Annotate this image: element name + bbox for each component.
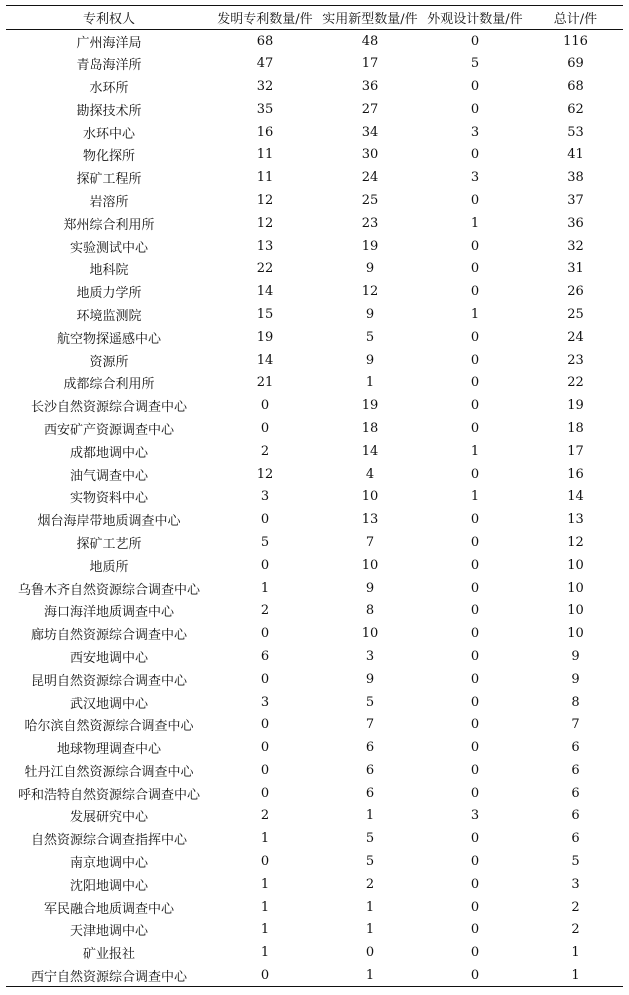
cell-total-count: 18 [567, 420, 584, 436]
cell-total-count: 8 [571, 694, 580, 710]
cell-design-count: 0 [422, 964, 528, 987]
cell-patent-holder: 牡丹江自然资源综合调查中心 [24, 764, 194, 780]
cell-utility-model-count: 48 [361, 33, 379, 49]
cell-utility-model-count: 23 [361, 215, 379, 231]
cell-utility-model-count: 1 [365, 922, 375, 938]
cell-total-count: 36 [567, 215, 584, 231]
cell-design-count: 1 [470, 215, 480, 231]
cell-patent-holder: 西宁自然资源综合调查中心 [6, 964, 212, 987]
cell-utility-model-count: 19 [361, 398, 379, 414]
cell-patent-holder: 发展研究中心 [69, 810, 148, 826]
cell-total-count: 32 [567, 238, 584, 254]
cell-total-count: 62 [567, 101, 584, 117]
cell-patent-holder: 环境监测院 [76, 308, 142, 324]
table-body [6, 30, 623, 987]
cell-total-count: 26 [567, 284, 584, 300]
cell-invention-count: 2 [260, 443, 270, 459]
cell-design-count: 0 [470, 945, 480, 961]
cell-total-count: 6 [571, 831, 580, 847]
cell-design-count: 3 [470, 170, 480, 186]
table-row [6, 235, 623, 258]
table-row [6, 326, 623, 349]
table-row [6, 941, 623, 964]
cell-total-count: 6 [571, 740, 580, 756]
cell-patent-holder: 探矿工程所 [76, 172, 142, 188]
cell-design-count: 3 [470, 124, 480, 140]
cell-design-count: 0 [470, 398, 480, 414]
cell-patent-holder: 昆明自然资源综合调查中心 [30, 673, 187, 689]
cell-total-count: 6 [571, 808, 580, 824]
cell-patent-holder: 沈阳地调中心 [69, 878, 148, 894]
cell-utility-model-count: 24 [361, 170, 379, 186]
cell-invention-count: 0 [212, 964, 318, 987]
cell-invention-count: 47 [256, 56, 274, 72]
cell-patent-holder: 实验测试中心 [69, 240, 148, 256]
cell-patent-holder: 廊坊自然资源综合调查中心 [30, 628, 187, 644]
cell-design-count: 0 [470, 192, 480, 208]
cell-invention-count: 5 [260, 534, 270, 550]
table-row [6, 896, 623, 919]
cell-invention-count: 14 [256, 284, 274, 300]
cell-design-count: 0 [470, 580, 480, 596]
cell-utility-model-count: 7 [365, 534, 375, 550]
cell-utility-model-count: 10 [361, 489, 379, 505]
cell-design-count: 0 [470, 534, 480, 550]
table-row [6, 622, 623, 645]
cell-utility-model-count: 0 [365, 945, 375, 961]
cell-utility-model-count: 9 [365, 306, 375, 322]
cell-total-count: 12 [567, 534, 584, 550]
cell-patent-holder: 地科院 [89, 263, 129, 279]
cell-design-count: 0 [470, 785, 480, 801]
cell-design-count: 0 [470, 261, 480, 277]
table-row [6, 919, 623, 942]
table-row [6, 30, 623, 53]
cell-design-count: 5 [470, 56, 480, 72]
table-row [6, 531, 623, 554]
cell-patent-holder: 乌鲁木齐自然资源综合调查中心 [17, 582, 200, 598]
cell-design-count: 0 [470, 671, 480, 687]
table-row [6, 463, 623, 486]
cell-total-count: 17 [567, 443, 584, 459]
cell-invention-count: 3 [260, 694, 270, 710]
cell-invention-count: 35 [256, 101, 274, 117]
cell-design-count: 0 [470, 694, 480, 710]
cell-utility-model-count: 19 [361, 238, 379, 254]
cell-utility-model-count: 5 [365, 854, 375, 870]
cell-utility-model-count: 9 [365, 261, 375, 277]
table-header-row [6, 6, 623, 30]
cell-utility-model-count: 12 [361, 284, 379, 300]
cell-design-count: 0 [470, 33, 480, 49]
cell-design-count: 0 [470, 284, 480, 300]
cell-total-count: 7 [571, 717, 580, 733]
cell-utility-model-count: 1 [365, 375, 375, 391]
cell-patent-holder: 地球物理调查中心 [56, 742, 161, 758]
cell-invention-count: 11 [256, 147, 274, 163]
cell-total-count: 1 [571, 945, 580, 961]
header-invention-count: 发明专利数量/件 [212, 6, 318, 30]
table-row [6, 736, 623, 759]
cell-utility-model-count: 14 [361, 443, 379, 459]
cell-patent-holder: 广州海洋局 [76, 35, 142, 51]
cell-design-count: 0 [470, 329, 480, 345]
cell-design-count: 0 [470, 876, 480, 892]
cell-invention-count: 12 [256, 215, 274, 231]
cell-design-count: 0 [470, 78, 480, 94]
cell-design-count: 0 [470, 740, 480, 756]
cell-utility-model-count: 7 [365, 717, 375, 733]
cell-design-count: 0 [470, 626, 480, 642]
header-total-count: 总计/件 [528, 6, 623, 30]
cell-total-count: 2 [571, 922, 580, 938]
cell-design-count: 0 [470, 899, 480, 915]
cell-design-count: 0 [470, 557, 480, 573]
cell-patent-holder: 呼和浩特自然资源综合调查中心 [17, 787, 200, 803]
table-row [6, 713, 623, 736]
table-row [6, 964, 623, 987]
cell-invention-count: 6 [260, 648, 270, 664]
cell-utility-model-count: 2 [365, 876, 375, 892]
cell-design-count: 0 [470, 762, 480, 778]
table-row [6, 508, 623, 531]
cell-utility-model-count: 25 [361, 192, 379, 208]
table-row [6, 417, 623, 440]
cell-utility-model-count: 9 [365, 580, 375, 596]
table-row [6, 189, 623, 212]
cell-total-count: 116 [563, 33, 588, 49]
cell-design-count: 0 [470, 352, 480, 368]
cell-design-count: 1 [470, 489, 480, 505]
table-row [6, 873, 623, 896]
cell-design-count: 0 [470, 603, 480, 619]
cell-total-count: 9 [571, 648, 580, 664]
cell-utility-model-count: 4 [365, 466, 375, 482]
cell-patent-holder: 岩溶所 [89, 194, 129, 210]
cell-patent-holder: 天津地调中心 [69, 924, 148, 940]
cell-patent-holder: 地质所 [89, 559, 129, 575]
cell-utility-model-count: 13 [361, 512, 379, 528]
cell-invention-count: 1 [260, 580, 270, 596]
cell-patent-holder: 哈尔滨自然资源综合调查中心 [24, 719, 194, 735]
table-row [6, 850, 623, 873]
cell-patent-holder: 自然资源综合调查指挥中心 [30, 833, 187, 849]
cell-utility-model-count: 18 [361, 420, 379, 436]
cell-invention-count: 2 [260, 603, 270, 619]
cell-total-count: 10 [567, 626, 584, 642]
cell-invention-count: 0 [260, 740, 270, 756]
cell-utility-model-count: 6 [365, 740, 375, 756]
cell-utility-model-count: 1 [365, 899, 375, 915]
cell-patent-holder: 海口海洋地质调查中心 [43, 605, 174, 621]
cell-patent-holder: 资源所 [89, 354, 129, 370]
cell-design-count: 0 [470, 375, 480, 391]
cell-invention-count: 15 [256, 306, 274, 322]
cell-patent-holder: 物化探所 [82, 149, 135, 165]
cell-total-count: 2 [571, 899, 580, 915]
cell-invention-count: 19 [256, 329, 274, 345]
cell-total-count: 37 [567, 192, 584, 208]
cell-utility-model-count: 34 [361, 124, 379, 140]
cell-total-count: 23 [567, 352, 584, 368]
cell-patent-holder: 西安矿产资源调查中心 [43, 422, 174, 438]
cell-design-count: 0 [470, 717, 480, 733]
table-row [6, 577, 623, 600]
cell-invention-count: 3 [260, 489, 270, 505]
cell-utility-model-count: 27 [361, 101, 379, 117]
cell-total-count: 31 [567, 261, 584, 277]
cell-design-count: 0 [470, 101, 480, 117]
cell-design-count: 0 [470, 512, 480, 528]
header-patent-holder: 专利权人 [6, 6, 212, 30]
table-row [6, 645, 623, 668]
cell-invention-count: 13 [256, 238, 274, 254]
table-row [6, 257, 623, 280]
table-row [6, 121, 623, 144]
cell-design-count: 0 [470, 147, 480, 163]
table-row [6, 485, 623, 508]
cell-utility-model-count: 10 [361, 626, 379, 642]
table-row [6, 599, 623, 622]
table-row [6, 371, 623, 394]
cell-total-count: 25 [567, 306, 584, 322]
cell-patent-holder: 烟台海岸带地质调查中心 [37, 514, 181, 530]
cell-total-count: 6 [571, 785, 580, 801]
cell-invention-count: 0 [260, 854, 270, 870]
cell-patent-holder: 勘探技术所 [76, 103, 142, 119]
cell-total-count: 53 [567, 124, 584, 140]
cell-invention-count: 0 [260, 420, 270, 436]
cell-design-count: 0 [470, 420, 480, 436]
cell-patent-holder: 南京地调中心 [69, 856, 148, 872]
cell-utility-model-count: 36 [361, 78, 379, 94]
table-row [6, 691, 623, 714]
cell-invention-count: 68 [256, 33, 274, 49]
cell-patent-holder: 矿业报社 [82, 947, 135, 963]
table-row [6, 668, 623, 691]
cell-utility-model-count: 10 [361, 557, 379, 573]
cell-design-count: 0 [470, 466, 480, 482]
cell-total-count: 38 [567, 170, 584, 186]
cell-design-count: 0 [470, 854, 480, 870]
cell-patent-holder: 水环中心 [82, 126, 135, 142]
cell-patent-holder: 地质力学所 [76, 286, 142, 302]
table-row [6, 782, 623, 805]
cell-utility-model-count: 9 [365, 671, 375, 687]
cell-total-count: 68 [567, 78, 584, 94]
cell-patent-holder: 油气调查中心 [69, 468, 148, 484]
cell-design-count: 1 [470, 306, 480, 322]
cell-total-count: 6 [571, 762, 580, 778]
cell-total-count: 10 [567, 603, 584, 619]
table-row [6, 143, 623, 166]
cell-utility-model-count: 5 [365, 329, 375, 345]
cell-utility-model-count: 30 [361, 147, 379, 163]
cell-total-count: 24 [567, 329, 584, 345]
cell-utility-model-count: 3 [365, 648, 375, 664]
cell-total-count: 3 [571, 876, 580, 892]
cell-invention-count: 0 [260, 512, 270, 528]
cell-invention-count: 2 [260, 808, 270, 824]
cell-invention-count: 0 [260, 785, 270, 801]
cell-patent-holder: 青岛海洋所 [76, 58, 142, 74]
table-row [6, 394, 623, 417]
cell-total-count: 69 [567, 56, 584, 72]
cell-total-count: 14 [567, 489, 584, 505]
cell-invention-count: 0 [260, 762, 270, 778]
cell-total-count: 1 [528, 964, 623, 987]
patent-table-container [6, 5, 623, 987]
cell-invention-count: 32 [256, 78, 274, 94]
cell-patent-holder: 成都综合利用所 [63, 377, 155, 393]
cell-utility-model-count: 17 [361, 56, 379, 72]
cell-total-count: 16 [567, 466, 584, 482]
cell-total-count: 41 [567, 147, 584, 163]
cell-total-count: 13 [567, 512, 584, 528]
cell-total-count: 9 [571, 671, 580, 687]
cell-invention-count: 0 [260, 557, 270, 573]
cell-patent-holder: 水环所 [89, 80, 129, 96]
table-row [6, 349, 623, 372]
cell-design-count: 0 [470, 922, 480, 938]
cell-patent-holder: 航空物探遥感中心 [56, 331, 161, 347]
table-row [6, 805, 623, 828]
cell-invention-count: 1 [260, 831, 270, 847]
cell-utility-model-count: 1 [318, 964, 422, 987]
cell-patent-holder: 西安地调中心 [69, 650, 148, 666]
cell-utility-model-count: 8 [365, 603, 375, 619]
cell-invention-count: 12 [256, 466, 274, 482]
cell-total-count: 5 [571, 854, 580, 870]
cell-invention-count: 0 [260, 398, 270, 414]
cell-utility-model-count: 6 [365, 762, 375, 778]
cell-invention-count: 16 [256, 124, 274, 140]
cell-design-count: 3 [470, 808, 480, 824]
cell-patent-holder: 长沙自然资源综合调查中心 [30, 400, 187, 416]
table-row [6, 166, 623, 189]
cell-total-count: 10 [567, 580, 584, 596]
table-row [6, 759, 623, 782]
cell-patent-holder: 郑州综合利用所 [63, 217, 155, 233]
cell-design-count: 0 [470, 238, 480, 254]
cell-utility-model-count: 1 [365, 808, 375, 824]
header-design-count: 外观设计数量/件 [422, 6, 528, 30]
cell-patent-holder: 军民融合地质调查中心 [43, 901, 174, 917]
cell-invention-count: 0 [260, 626, 270, 642]
cell-patent-holder: 实物资料中心 [69, 491, 148, 507]
cell-total-count: 19 [567, 398, 584, 414]
cell-patent-holder: 成都地调中心 [69, 445, 148, 461]
header-utility-model-count: 实用新型数量/件 [318, 6, 422, 30]
cell-utility-model-count: 5 [365, 694, 375, 710]
cell-patent-holder: 探矿工艺所 [76, 536, 142, 552]
table-row [6, 52, 623, 75]
cell-patent-holder: 武汉地调中心 [69, 696, 148, 712]
cell-invention-count: 0 [260, 671, 270, 687]
patent-holder-table [6, 5, 623, 987]
cell-design-count: 1 [470, 443, 480, 459]
cell-total-count: 10 [567, 557, 584, 573]
cell-invention-count: 1 [260, 876, 270, 892]
cell-design-count: 0 [470, 831, 480, 847]
cell-utility-model-count: 9 [365, 352, 375, 368]
cell-utility-model-count: 6 [365, 785, 375, 801]
cell-invention-count: 1 [260, 922, 270, 938]
cell-invention-count: 21 [256, 375, 274, 391]
table-row [6, 75, 623, 98]
cell-invention-count: 1 [260, 899, 270, 915]
table-row [6, 440, 623, 463]
cell-total-count: 22 [567, 375, 584, 391]
table-row [6, 303, 623, 326]
table-row [6, 554, 623, 577]
table-row [6, 98, 623, 121]
cell-invention-count: 1 [260, 945, 270, 961]
cell-design-count: 0 [470, 648, 480, 664]
cell-invention-count: 0 [260, 717, 270, 733]
cell-invention-count: 12 [256, 192, 274, 208]
table-row [6, 827, 623, 850]
table-row [6, 280, 623, 303]
table-row [6, 212, 623, 235]
cell-invention-count: 11 [256, 170, 274, 186]
cell-invention-count: 22 [256, 261, 274, 277]
cell-utility-model-count: 5 [365, 831, 375, 847]
cell-invention-count: 14 [256, 352, 274, 368]
